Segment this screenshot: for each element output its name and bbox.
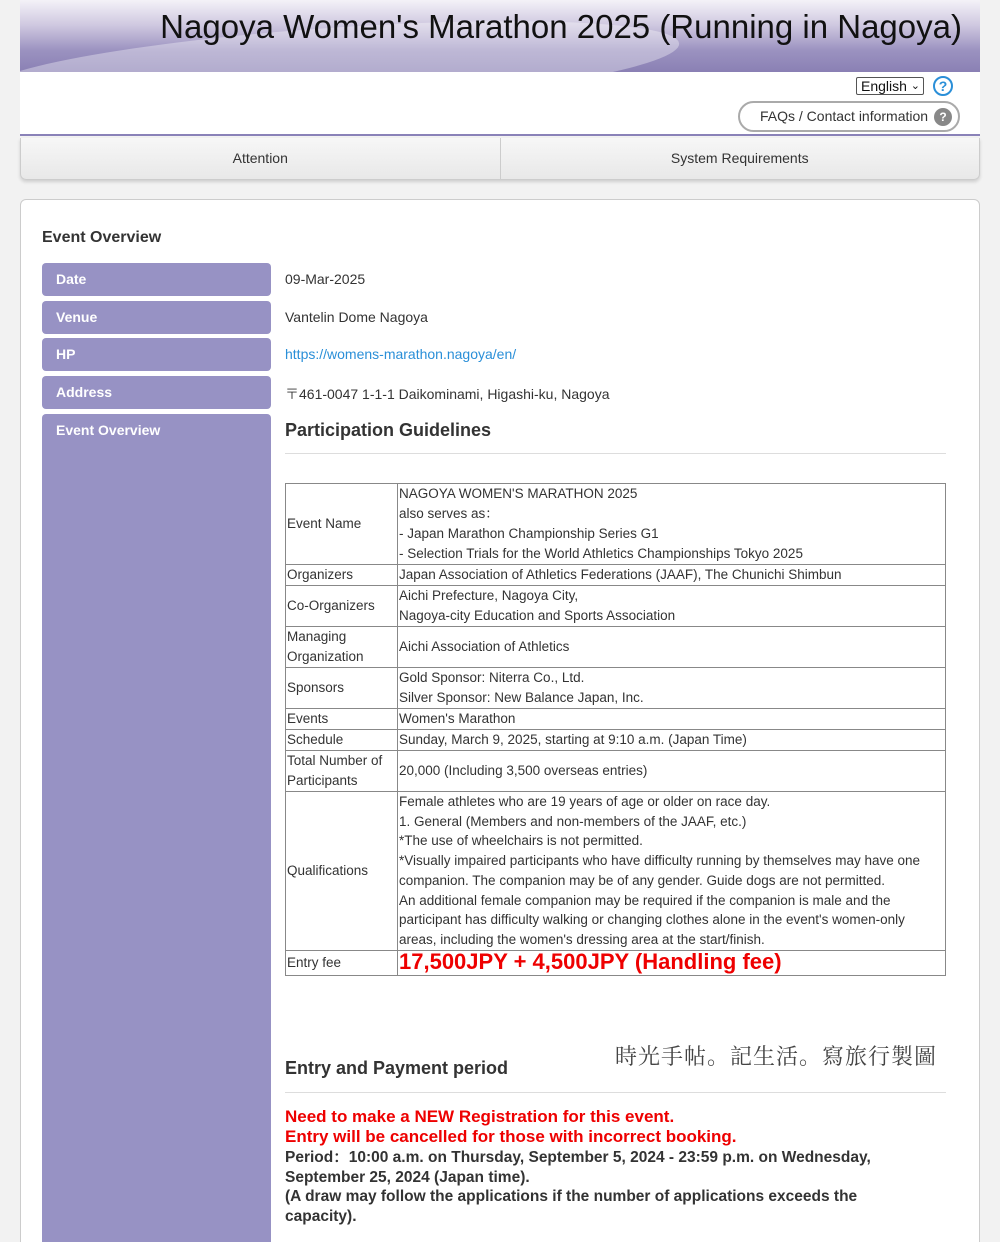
site-header (20, 0, 980, 72)
table-row (286, 792, 946, 951)
homepage-link[interactable]: https://womens-marathon.nagoya/en/ (285, 346, 517, 362)
new-registration-notice: Need to make a NEW Registration for this event. (285, 1107, 675, 1126)
cell-key: Co-Organizers (286, 586, 398, 627)
line: Nagoya-city Education and Sports Association (399, 608, 676, 623)
table-row (286, 565, 946, 586)
table-row (286, 627, 946, 668)
cell-value (398, 484, 946, 565)
cell-key: Sponsors (286, 668, 398, 709)
cell-value (398, 950, 946, 975)
value-venue: Vantelin Dome Nagoya (285, 309, 428, 325)
table-row (286, 950, 946, 975)
cell-value (398, 668, 946, 709)
table-row (286, 751, 946, 792)
cell-value: 20,000 (Including 3,500 overseas entries) (398, 751, 946, 792)
event-overview-panel (20, 199, 980, 1242)
guidelines-table (285, 483, 946, 976)
line: *The use of wheelchairs is not permitted. (399, 833, 643, 849)
divider (285, 453, 946, 454)
section-heading: Event Overview (42, 229, 162, 246)
table-row (286, 586, 946, 627)
question-icon: ? (934, 108, 952, 126)
draw-note: (A draw may follow the applications if the number of applications exceeds the capacity). (285, 1188, 858, 1225)
watermark-text: 時光手帖。記生活。寫旅行製圖 (615, 1045, 938, 1070)
line: Gold Sponsor: Niterra Co., Ltd. (399, 670, 585, 685)
faq-contact-label: FAQs / Contact information (760, 108, 929, 124)
faq-contact-button[interactable] (738, 101, 960, 132)
entry-fee-value: 17,500JPY + 4,500JPY (Handling fee) (399, 948, 782, 974)
cell-key: Events (286, 709, 398, 730)
cell-value (398, 792, 946, 951)
entry-period-text: Period：10:00 a.m. on Thursday, September 5, 2024 - 23:59 p.m. on Wednesday, September 25, 2024 (Japan time). (285, 1149, 871, 1186)
tab-system-requirements[interactable]: System Requirements (500, 138, 980, 179)
line: Aichi Prefecture, Nagoya City, (399, 588, 579, 603)
guidelines-heading: Participation Guidelines (285, 420, 492, 440)
line: - Selection Trials for the World Athletics Championships Tokyo 2025 (399, 546, 803, 561)
line: Female athletes who are 19 years of age or older on race day. (399, 794, 771, 809)
value-address: 〒461-0047 1-1-1 Daikominami, Higashi-ku, Nagoya (285, 386, 610, 402)
cell-key: Entry fee (286, 950, 398, 975)
cell-value: Women's Marathon (398, 709, 946, 730)
language-select-value: English (861, 78, 907, 94)
cell-key: Schedule (286, 730, 398, 751)
entry-period-heading: Entry and Payment period (285, 1058, 509, 1078)
divider (285, 1092, 946, 1093)
label-event-overview: Event Overview (42, 414, 271, 1242)
line: *Visually impaired participants who have difficulty running by themselves may have one companion. The companion may be of any gender. Guide dogs are not permitted. (399, 853, 921, 888)
line: also serves as： (399, 506, 499, 521)
cell-value: Aichi Association of Athletics (398, 627, 946, 668)
page-title: Nagoya Women's Marathon 2025 (Running in Nagoya) (160, 8, 962, 45)
line: NAGOYA WOMEN'S MARATHON 2025 (399, 486, 638, 501)
cell-value (398, 586, 946, 627)
cell-value: Japan Association of Athletics Federations (JAAF), The Chunichi Shimbun (398, 565, 946, 586)
cell-key: Managing Organization (286, 627, 398, 668)
cell-key: Total Number of Participants (286, 751, 398, 792)
table-row (286, 668, 946, 709)
label-venue: Venue (42, 301, 271, 334)
label-hp: HP (42, 338, 271, 371)
value-date: 09-Mar-2025 (285, 271, 366, 287)
label-date: Date (42, 263, 271, 296)
question-circle-icon[interactable]: ? (933, 76, 953, 96)
line: Silver Sponsor: New Balance Japan, Inc. (399, 690, 644, 705)
tab-attention[interactable]: Attention (232, 150, 288, 166)
table-row (286, 709, 946, 730)
cell-key: Organizers (286, 565, 398, 586)
line: 1. General (Members and non-members of the JAAF, etc.) (399, 813, 747, 829)
table-row (286, 484, 946, 565)
nav-tabs (20, 138, 980, 180)
chevron-down-icon: ⌄ (910, 80, 920, 92)
language-select[interactable] (856, 77, 924, 95)
cell-value: Sunday, March 9, 2025, starting at 9:10 a.m. (Japan Time) (398, 730, 946, 751)
line: - Japan Marathon Championship Series G1 (399, 526, 659, 541)
value-hp (285, 346, 516, 362)
line: An additional female companion may be required if the companion is male and the participant has difficulty walking or changing clothes alone in the event's women-only areas, including the women's dressing area at the start/finish. (399, 892, 905, 947)
cell-key: Qualifications (286, 792, 398, 951)
cell-key: Event Name (286, 484, 398, 565)
cancellation-notice: Entry will be cancelled for those with incorrect booking. (285, 1127, 737, 1146)
table-row (286, 730, 946, 751)
utility-bar (20, 72, 980, 136)
label-address: Address (42, 376, 271, 409)
